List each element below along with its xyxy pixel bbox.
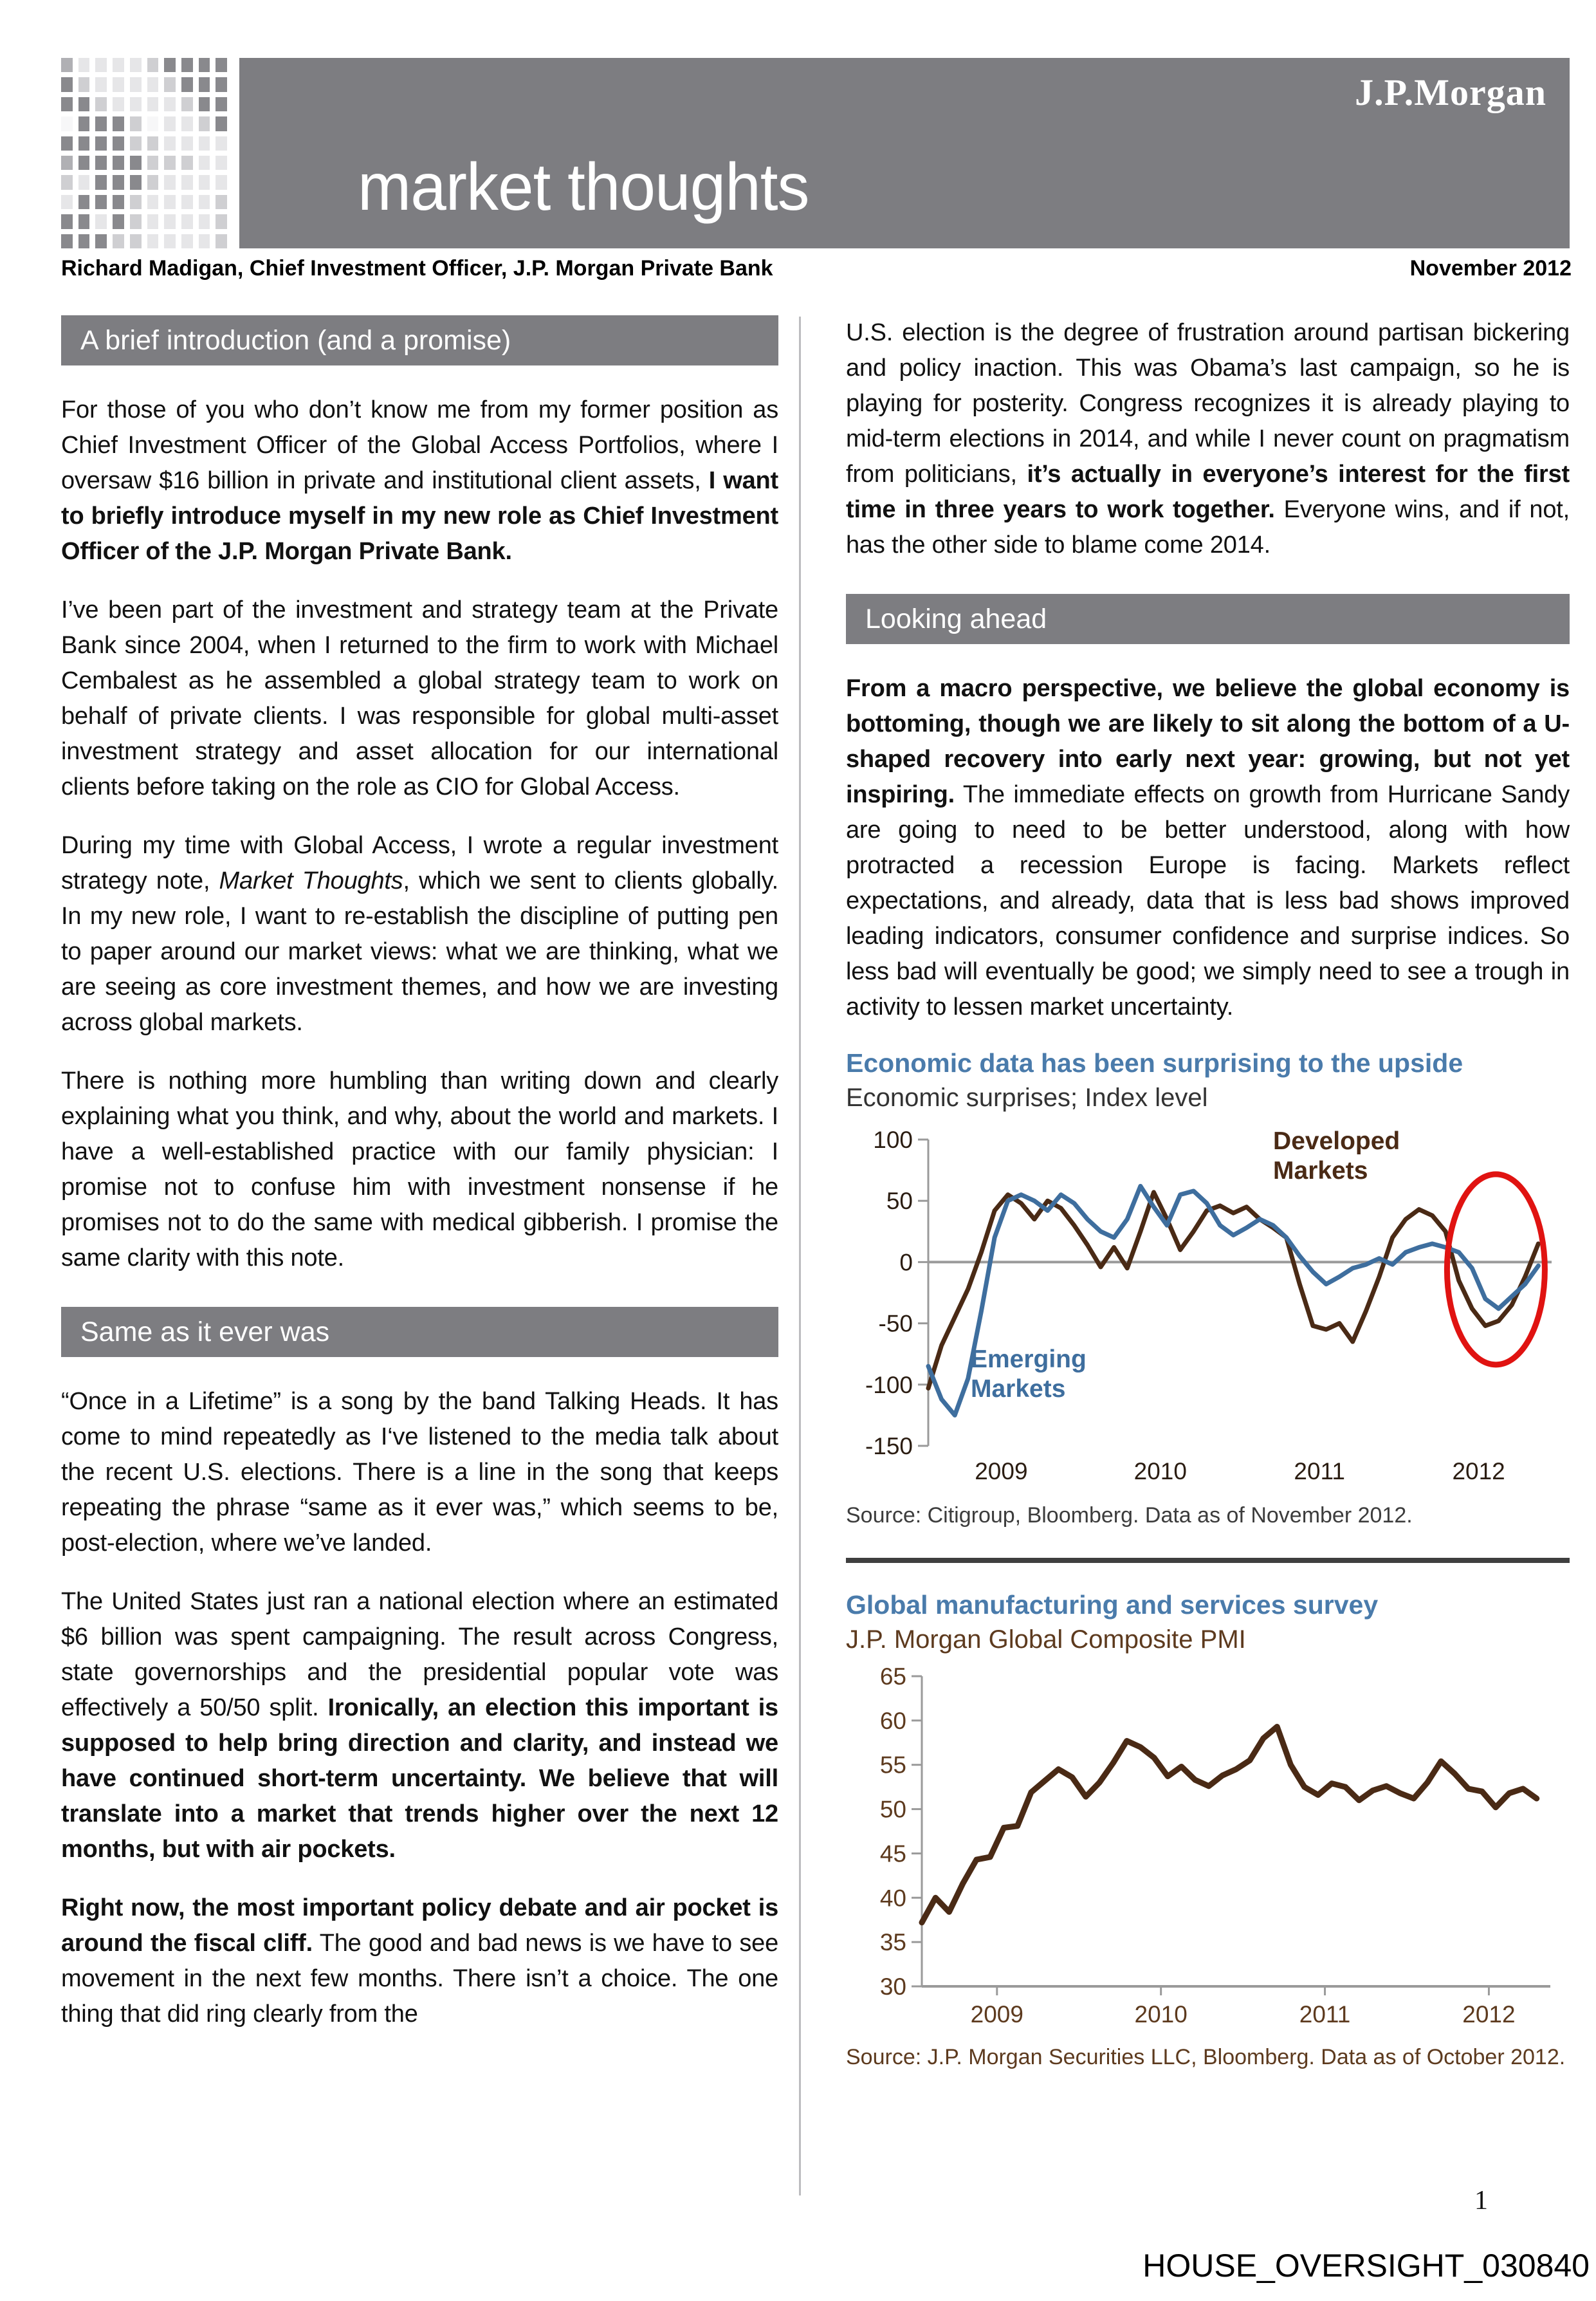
- mosaic-cell: [199, 195, 210, 209]
- svg-text:55: 55: [879, 1751, 906, 1779]
- svg-text:2011: 2011: [1294, 1458, 1345, 1484]
- mosaic-cell: [164, 234, 176, 248]
- byline-row: [61, 256, 1572, 281]
- svg-text:2009: 2009: [975, 1458, 1028, 1484]
- mosaic-cell: [61, 234, 73, 248]
- mosaic-cell: [78, 175, 90, 189]
- jpmorgan-logo: J.P.Morgan: [1355, 71, 1546, 113]
- section-heading-introduction: A brief introduction (and a promise): [61, 315, 778, 365]
- chart-title-economic-surprises: Economic data has been surprising to the upside: [846, 1048, 1463, 1078]
- mosaic-cell: [199, 136, 210, 151]
- mosaic-cell: [113, 214, 124, 228]
- mosaic-cell: [216, 77, 227, 91]
- mosaic-cell: [199, 234, 210, 248]
- mosaic-cell: [61, 97, 73, 111]
- svg-text:40: 40: [879, 1885, 906, 1912]
- mosaic-cell: [61, 136, 73, 151]
- mosaic-cell: [199, 214, 210, 228]
- mosaic-cell: [216, 234, 227, 248]
- issue-date: November 2012: [1409, 256, 1572, 281]
- svg-text:-150: -150: [865, 1433, 913, 1459]
- mosaic-cell: [78, 136, 90, 151]
- svg-text:EmergingMarkets: Emerging Markets: [970, 1345, 1087, 1403]
- svg-text:2010: 2010: [1134, 2001, 1188, 2028]
- looking-ahead-paragraphs: [846, 671, 1570, 1025]
- mosaic-cell: [147, 77, 159, 91]
- mosaic-cell: [95, 156, 107, 170]
- mosaic-cell: [130, 214, 142, 228]
- section-heading-same-as-it-ever-was: Same as it ever was: [61, 1307, 778, 1357]
- title-banner: [239, 58, 1570, 248]
- mosaic-cell: [147, 136, 159, 151]
- mosaic-cell: [130, 77, 142, 91]
- body-paragraph: There is nothing more humbling than writing down and clearly explaining what you think, and why, about the world and markets. I have a well-established practice with our family physician: I promise not to confuse him with investment nonsense if he promises not to do the same with medical gibberish. I promise the same clarity with this note.: [61, 1067, 778, 1271]
- mosaic-cell: [61, 195, 73, 209]
- economic-surprises-line-chart: [846, 1116, 1570, 1496]
- mosaic-cell: [95, 136, 107, 151]
- mosaic-cell: [130, 58, 142, 72]
- mosaic-cell: [78, 116, 90, 131]
- mosaic-cell: [113, 156, 124, 170]
- mosaic-cell: [95, 97, 107, 111]
- mosaic-cell: [113, 136, 124, 151]
- mosaic-cell: [95, 175, 107, 189]
- mosaic-cell: [61, 175, 73, 189]
- pixel-mosaic-icon: [61, 58, 227, 248]
- mosaic-cell: [95, 77, 107, 91]
- svg-text:50: 50: [879, 1796, 906, 1823]
- right-column: [846, 315, 1570, 2070]
- chart-title-pmi: Global manufacturing and services survey: [846, 1590, 1379, 1620]
- mosaic-cell: [147, 156, 159, 170]
- mosaic-cell: [61, 116, 73, 131]
- mosaic-cell: [147, 58, 159, 72]
- mosaic-cell: [164, 214, 176, 228]
- page-number: 1: [1474, 2186, 1488, 2215]
- mosaic-cell: [147, 175, 159, 189]
- svg-text:-100: -100: [865, 1371, 913, 1398]
- svg-text:60: 60: [879, 1707, 906, 1734]
- author-byline: Richard Madigan, Chief Investment Officer, J.P. Morgan Private Bank: [61, 256, 773, 281]
- chart-subtitle-pmi: J.P. Morgan Global Composite PMI: [846, 1625, 1246, 1654]
- mosaic-cell: [78, 97, 90, 111]
- mosaic-cell: [216, 214, 227, 228]
- mosaic-cell: [78, 234, 90, 248]
- mosaic-cell: [181, 234, 193, 248]
- body-paragraph: U.S. election is the degree of frustration around partisan bickering and policy inaction. This was Obama’s last campaign, so he is playing for posterity. Congress recognizes it is already playing to mid-term elections in 2014, and while I never count on pragmatism from politicians, it’s actually in everyone’s interest for the first time in three years to work together. Everyone wins, and if not, has the other side to blame come 2014.: [846, 319, 1570, 559]
- body-paragraph: Right now, the most important policy debate and air pocket is around the fiscal cliff. The good and bad news is we have to see movement in the next few months. There isn’t a choice. The one thing that did ring clearly from the: [61, 1894, 779, 2028]
- mosaic-cell: [113, 234, 124, 248]
- mosaic-cell: [78, 58, 90, 72]
- mosaic-cell: [130, 195, 142, 209]
- mosaic-cell: [147, 97, 159, 111]
- mosaic-cell: [78, 77, 90, 91]
- svg-text:30: 30: [879, 1973, 906, 2000]
- svg-text:0: 0: [899, 1249, 913, 1276]
- mosaic-cell: [130, 97, 142, 111]
- mosaic-cell: [164, 195, 176, 209]
- left-column: [61, 315, 778, 2055]
- mosaic-cell: [78, 156, 90, 170]
- mosaic-cell: [113, 77, 124, 91]
- mosaic-cell: [181, 58, 193, 72]
- svg-text:2012: 2012: [1462, 2001, 1516, 2028]
- mosaic-cell: [61, 214, 73, 228]
- mosaic-cell: [216, 116, 227, 131]
- mosaic-cell: [147, 234, 159, 248]
- svg-text:2011: 2011: [1299, 2001, 1351, 2028]
- chart-separator-rule: [846, 1558, 1570, 1563]
- mosaic-cell: [130, 175, 142, 189]
- election-continuation-paragraphs: [846, 315, 1570, 563]
- mosaic-cell: [130, 116, 142, 131]
- mosaic-cell: [181, 116, 193, 131]
- mosaic-cell: [95, 234, 107, 248]
- svg-text:-50: -50: [878, 1310, 913, 1337]
- mosaic-cell: [95, 58, 107, 72]
- mosaic-cell: [61, 58, 73, 72]
- body-paragraph: For those of you who don’t know me from my former position as Chief Investment Officer of the Global Access Portfolios, where I oversaw $16 billion in private and institutional client assets, I want to briefly introduce myself in my new role as Chief Investment Officer of the J.P. Morgan Private Bank.: [61, 396, 778, 565]
- mosaic-cell: [199, 156, 210, 170]
- body-paragraph: During my time with Global Access, I wrote a regular investment strategy note, Market Thoughts, which we sent to clients globally. In my new role, I want to re-establish the discipline of putting pen to paper around our market views: what we are thinking, what we are seeing as core investment themes, and how we are investing across global markets.: [61, 832, 778, 1036]
- mosaic-cell: [164, 77, 176, 91]
- document-id-stamp: HOUSE_OVERSIGHT_030840: [1142, 2248, 1590, 2284]
- mosaic-cell: [181, 97, 193, 111]
- chart-source-pmi: Source: J.P. Morgan Securities LLC, Bloomberg. Data as of October 2012.: [846, 2045, 1566, 2069]
- svg-text:35: 35: [879, 1929, 906, 1956]
- svg-text:DevelopedMarkets: Developed Markets: [1273, 1127, 1400, 1185]
- mosaic-cell: [113, 58, 124, 72]
- chart-subtitle-economic-surprises: Economic surprises; Index level: [846, 1084, 1208, 1112]
- mosaic-cell: [181, 136, 193, 151]
- pmi-chart-block: [846, 1590, 1570, 2070]
- mosaic-cell: [181, 77, 193, 91]
- mosaic-cell: [130, 136, 142, 151]
- mosaic-cell: [78, 195, 90, 209]
- mosaic-cell: [216, 175, 227, 189]
- mosaic-cell: [181, 214, 193, 228]
- mosaic-cell: [113, 116, 124, 131]
- mosaic-cell: [95, 195, 107, 209]
- mosaic-cell: [216, 97, 227, 111]
- svg-text:100: 100: [873, 1127, 913, 1153]
- newsletter-title: market thoughts: [358, 150, 809, 225]
- mosaic-cell: [95, 214, 107, 228]
- svg-text:2012: 2012: [1452, 1458, 1505, 1484]
- mosaic-cell: [61, 156, 73, 170]
- mosaic-cell: [164, 58, 176, 72]
- svg-text:2010: 2010: [1133, 1458, 1187, 1484]
- mosaic-cell: [199, 116, 210, 131]
- mosaic-cell: [113, 175, 124, 189]
- mosaic-cell: [130, 234, 142, 248]
- body-paragraph: The United States just ran a national election where an estimated $6 billion was spent campaigning. The result across Congress, state governorships and the presidential popular vote was effectively a 50/50 split. Ironically, an election this important is supposed to help bring direction and clarity, and instead we have continued short-term uncertainty. We believe that will translate into a market that trends higher over the next 12 months, but with air pockets.: [61, 1588, 778, 1863]
- svg-text:65: 65: [879, 1663, 906, 1690]
- mosaic-cell: [216, 195, 227, 209]
- column-divider: [799, 317, 801, 2195]
- mosaic-cell: [78, 214, 90, 228]
- mosaic-cell: [216, 136, 227, 151]
- mosaic-cell: [199, 58, 210, 72]
- mosaic-cell: [113, 195, 124, 209]
- mosaic-cell: [147, 116, 159, 131]
- mosaic-cell: [164, 97, 176, 111]
- introduction-paragraphs: [61, 393, 778, 1276]
- mosaic-cell: [164, 175, 176, 189]
- mosaic-cell: [199, 97, 210, 111]
- mosaic-cell: [113, 97, 124, 111]
- svg-text:45: 45: [879, 1840, 906, 1867]
- mosaic-cell: [164, 136, 176, 151]
- svg-text:50: 50: [886, 1188, 913, 1215]
- mosaic-cell: [95, 116, 107, 131]
- mosaic-cell: [181, 175, 193, 189]
- mosaic-cell: [216, 58, 227, 72]
- body-paragraph: I’ve been part of the investment and strategy team at the Private Bank since 2004, when I returned to the firm to work with Michael Cembalest as he assembled a global strategy team to work on behalf of private clients. I was responsible for global multi-asset investment strategy and asset allocation for our international clients before taking on the role as CIO for Global Access.: [61, 596, 778, 800]
- mosaic-cell: [181, 195, 193, 209]
- mosaic-cell: [61, 77, 73, 91]
- mosaic-cell: [130, 156, 142, 170]
- chart-source-economic-surprises: Source: Citigroup, Bloomberg. Data as of November 2012.: [846, 1503, 1413, 1528]
- body-paragraph: “Once in a Lifetime” is a song by the band Talking Heads. It has come to mind repeatedly as I‘ve listened to the media talk about the recent U.S. elections. There is a line in the song that keeps repeating the phrase “same as it ever was,” which seems to be, post-election, where we’ve landed.: [61, 1388, 778, 1557]
- body-paragraph: From a macro perspective, we believe the global economy is bottoming, though we are likely to sit along the bottom of a U-shaped recovery into early next year: growing, but not yet inspiring. The immediate effects on growth from Hurricane Sandy are going to need to be better understood, along with how protracted a recession Europe is facing. Markets reflect expectations, and already, data that is less bad shows improved leading indicators, consumer confidence and surprise indices. So less bad will eventually be good; we simply need to see a trough in activity to lessen market uncertainty.: [846, 675, 1570, 1021]
- section-heading-looking-ahead: Looking ahead: [846, 594, 1570, 644]
- same-as-ever-paragraphs: [61, 1384, 778, 2032]
- mosaic-cell: [216, 156, 227, 170]
- pmi-line-chart: [846, 1658, 1570, 2038]
- mosaic-cell: [164, 116, 176, 131]
- economic-surprises-chart-block: [846, 1048, 1570, 1528]
- mosaic-cell: [147, 195, 159, 209]
- mosaic-cell: [147, 214, 159, 228]
- mosaic-cell: [199, 77, 210, 91]
- mosaic-cell: [199, 175, 210, 189]
- mosaic-cell: [181, 156, 193, 170]
- mosaic-cell: [164, 156, 176, 170]
- svg-text:2009: 2009: [970, 2001, 1023, 2028]
